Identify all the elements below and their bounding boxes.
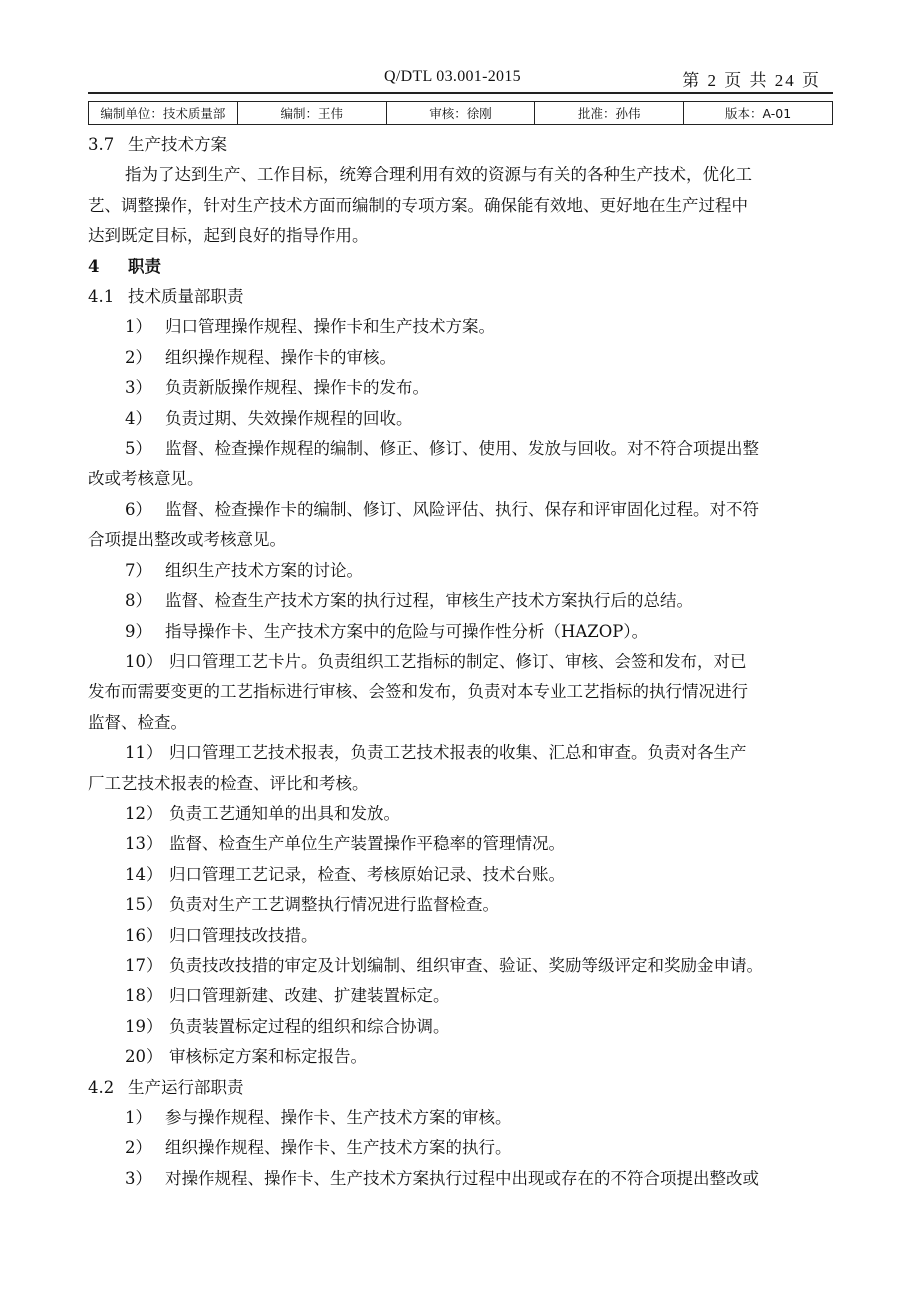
section-heading-4-2: 4.2 生产运行部职责 [88, 1077, 244, 1097]
list-item: 15） 负责对生产工艺调整执行情况进行监督检查。 [125, 895, 499, 915]
paragraph-line: 艺、调整操作，针对生产技术方面而编制的专项方案。确保能有效地、更好地在生产过程中 [88, 195, 748, 215]
page-number: 第 2 页 共 24 页 [682, 71, 821, 90]
list-item: 10） 归口管理工艺卡片。负责组织工艺指标的制定、修订、审核、会签和发布，对已 [125, 651, 747, 671]
list-item: 9） 指导操作卡、生产技术方案中的危险与可操作性分析（HAZOP）。 [125, 621, 649, 641]
list-item: 12） 负责工艺通知单的出具和发放。 [125, 803, 400, 823]
list-item: 4） 负责过期、失效操作规程的回收。 [125, 408, 413, 428]
compiler-cell: 编制：王伟 [237, 102, 386, 125]
list-item: 19） 负责装置标定过程的组织和综合协调。 [125, 1016, 450, 1036]
list-item: 1） 归口管理操作规程、操作卡和生产技术方案。 [125, 317, 495, 337]
page-header [88, 66, 833, 90]
list-item: 3） 负责新版操作规程、操作卡的发布。 [125, 378, 429, 398]
approval-table [88, 101, 833, 125]
document-code: Q/DTL 03.001-2015 [384, 68, 521, 85]
list-item: 1） 参与操作规程、操作卡、生产技术方案的审核。 [125, 1108, 512, 1127]
compiling-unit-cell: 编制单位：技术质量部 [89, 102, 238, 125]
document-body [88, 130, 835, 1194]
list-item: 3） 对操作规程、操作卡、生产技术方案执行过程中出现或存在的不符合项提出整改或 [125, 1168, 759, 1188]
list-item-continuation: 合项提出整改或考核意见。 [88, 530, 286, 550]
list-item-continuation: 发布而需要变更的工艺指标进行审核、会签和发布，负责对本专业工艺指标的执行情况进行 [88, 682, 748, 702]
version-cell: 版本：A-01 [684, 102, 833, 125]
list-item: 17） 负责技改技措的审定及计划编制、组织审查、验证、奖励等级评定和奖励金申请。 [125, 955, 763, 975]
list-item: 2） 组织操作规程、操作卡、生产技术方案的执行。 [125, 1138, 512, 1158]
header-rule [88, 92, 833, 94]
list-item: 11） 归口管理工艺技术报表，负责工艺技术报表的收集、汇总和审查。负责对各生产 [125, 743, 747, 763]
list-item-continuation: 监督、检查。 [88, 712, 187, 732]
list-item: 5） 监督、检查操作规程的编制、修正、修订、使用、发放与回收。对不符合项提出整 [125, 439, 759, 459]
list-item-continuation: 厂工艺技术报表的检查、评比和考核。 [88, 773, 369, 793]
list-item: 20） 审核标定方案和标定报告。 [125, 1047, 367, 1067]
list-item: 6） 监督、检查操作卡的编制、修订、风险评估、执行、保存和评审固化过程。对不符 [125, 499, 759, 519]
approver-cell: 批准：孙伟 [535, 102, 684, 125]
list-item: 2） 组织操作规程、操作卡的审核。 [125, 347, 396, 367]
list-item: 14） 归口管理工艺记录，检查、考核原始记录、技术台账。 [125, 864, 565, 884]
paragraph-line: 达到既定目标，起到良好的指导作用。 [88, 226, 369, 246]
section-heading-3-7: 3.7 生产技术方案 [88, 135, 227, 154]
reviewer-cell: 审核：徐刚 [386, 102, 535, 125]
paragraph-line: 指为了达到生产、工作目标，统筹合理利用有效的资源与有关的各种生产技术，优化工 [125, 165, 752, 185]
list-item-continuation: 改或考核意见。 [88, 469, 204, 489]
list-item: 7） 组织生产技术方案的讨论。 [125, 560, 363, 580]
section-heading-4-1: 4.1 技术质量部职责 [88, 287, 244, 307]
approval-row [89, 102, 833, 125]
list-item: 16） 归口管理技改技措。 [125, 925, 318, 945]
list-item: 13） 监督、检查生产单位生产装置操作平稳率的管理情况。 [125, 834, 565, 854]
list-item: 8） 监督、检查生产技术方案的执行过程，审核生产技术方案执行后的总结。 [125, 591, 693, 611]
section-heading-4: 4 职责 [88, 256, 161, 276]
list-item: 18） 归口管理新建、改建、扩建装置标定。 [125, 986, 450, 1006]
